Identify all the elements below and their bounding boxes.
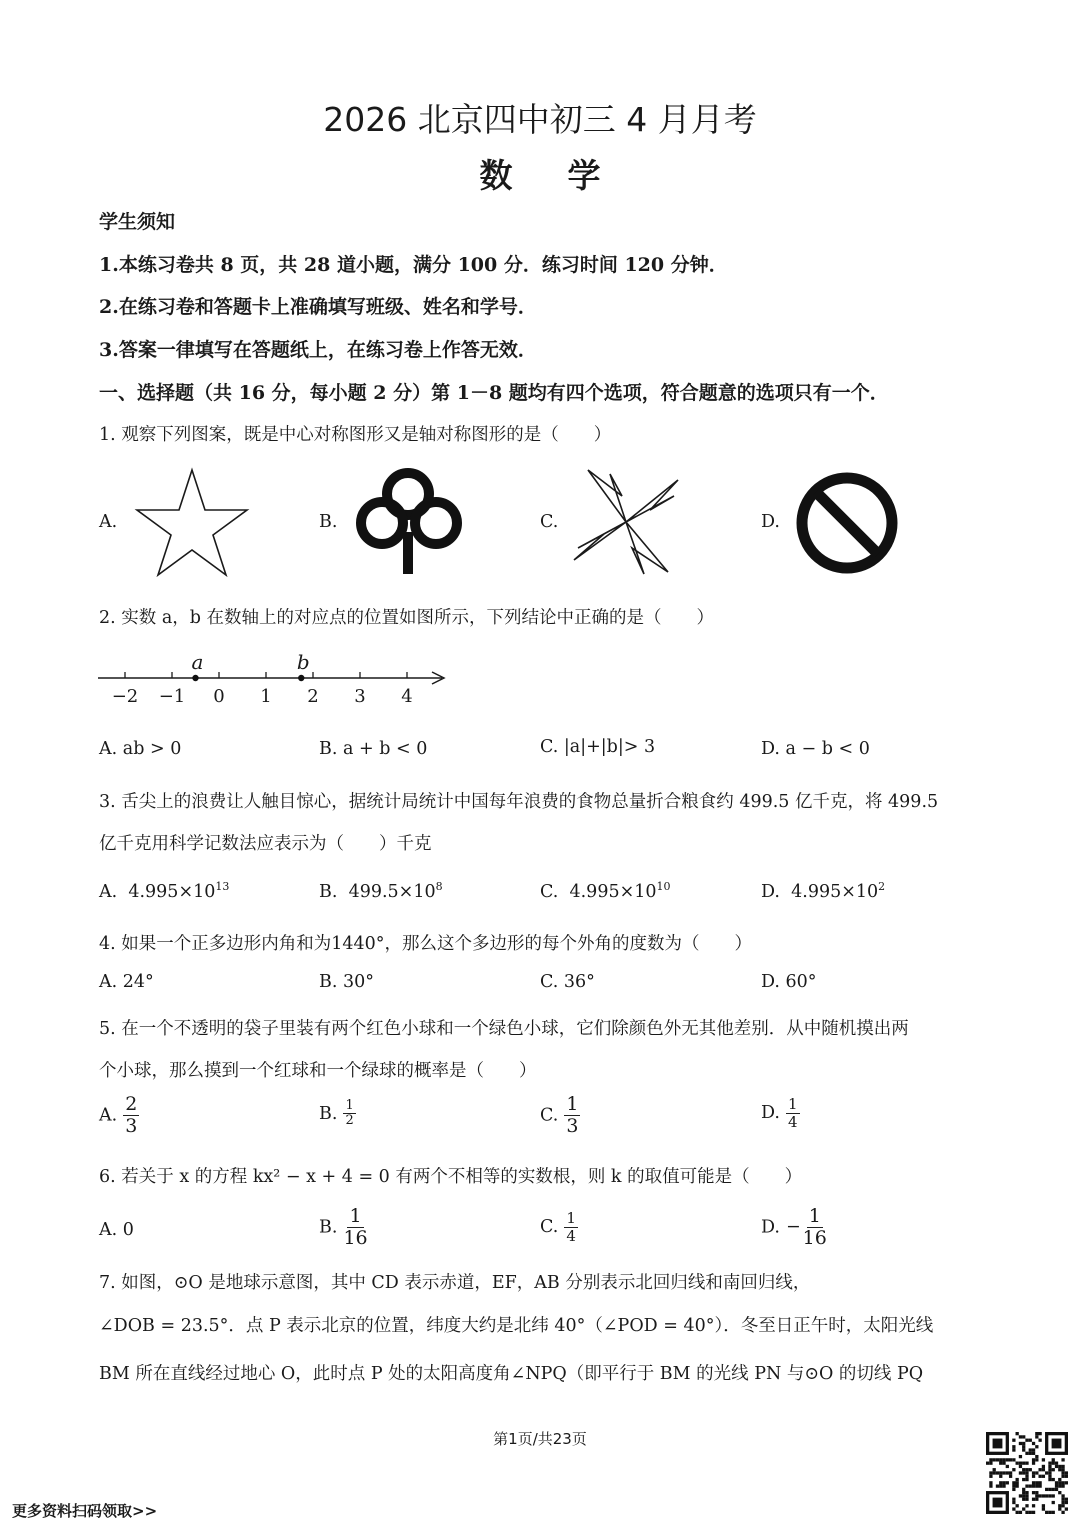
question-5-stem-line-2: 个小球，那么摸到一个红球和一个绿球的概率是（ ）	[99, 1061, 537, 1081]
section-heading: 一、选择题（共 16 分，每小题 2 分）第 1－8 题均有四个选项，符合题意的选项只有一个．	[99, 382, 889, 404]
q6-option-c: C. $\frac{1}{4}$	[540, 1209, 576, 1245]
q2-option-a: A. ab > 0	[99, 739, 182, 759]
axis-tick-label: 1	[260, 686, 272, 707]
notice-item-2: 2.在练习卷和答题卡上准确填写班级、姓名和学号．	[99, 296, 537, 318]
question-7-line-2: ∠DOB = 23.5°．点 P 表示北京的位置，纬度大约是北纬 40°（∠POD = 40°）．冬至日正午时，太阳光线	[99, 1316, 934, 1336]
question-4-stem: 4. 如果一个正多边形内角和为1440°，那么这个多边形的每个外角的度数为（ ）	[99, 934, 753, 954]
question-1-stem: 1. 观察下列图案，既是中心对称图形又是轴对称图形的是（ ）	[99, 425, 612, 445]
page-number: 第1页/共23页	[493, 1430, 587, 1448]
number-line	[92, 645, 462, 710]
q5-option-a: A. $\frac{2}{3}$	[99, 1093, 138, 1137]
q3-option-a: A. $4.995\times 10^{13}$	[99, 880, 230, 902]
star-figure	[130, 462, 255, 578]
q2-option-b: B. a + b < 0	[319, 739, 428, 759]
q2-option-c: C. |a|+|b|> 3	[540, 737, 656, 757]
axis-tick-label: −2	[111, 686, 139, 707]
pinwheel-icon	[574, 470, 678, 574]
subject-title: 数学	[479, 156, 656, 195]
axis-tick-label: −1	[158, 686, 186, 707]
notice-heading: 学生须知	[99, 211, 176, 233]
question-7-line-1: 7. 如图，⊙O 是地球示意图，其中 CD 表示赤道，EF，AB 分别表示北回归线和南回归线，	[99, 1273, 811, 1293]
q4-option-d: D. 60°	[761, 972, 817, 992]
no-sign-figure	[792, 468, 904, 578]
q1-option-a-label: A.	[99, 512, 118, 532]
q3-option-c: C. $4.995\times 10^{10}$	[540, 880, 671, 902]
question-3-stem-line-2: 亿千克用科学记数法应表示为（ ）千克	[99, 834, 432, 854]
q5-option-c: C. $\frac{1}{3}$	[540, 1093, 579, 1137]
q6-option-b: B. $\frac{1}{16}$	[319, 1205, 368, 1249]
q1-option-d-label: D.	[761, 512, 780, 532]
q5-option-d: D. $\frac{1}{4}$	[761, 1095, 798, 1131]
promo-text: 更多资料扫码领取>>	[12, 1502, 158, 1520]
clover-figure	[350, 466, 470, 578]
point-label-a: a	[191, 650, 204, 674]
axis-tick-label: 3	[354, 686, 366, 707]
star-icon	[137, 470, 247, 575]
point-label-b: b	[296, 650, 310, 674]
axis-tick-label: 2	[307, 686, 319, 707]
qr-code[interactable]	[986, 1432, 1068, 1514]
q4-option-b: B. 30°	[319, 972, 375, 992]
q6-option-d: D. − $\frac{1}{16}$	[761, 1205, 827, 1249]
notice-item-3: 3.答案一律填写在答题纸上，在练习卷上作答无效．	[99, 339, 537, 361]
q3-option-d: D. $4.995\times 10^2$	[761, 880, 886, 902]
axis-tick-label: 0	[213, 686, 225, 707]
axis-tick-label: 4	[401, 686, 413, 707]
point-b	[298, 675, 304, 681]
question-6-stem: 6. 若关于 x 的方程 kx² − x + 4 = 0 有两个不相等的实数根，则 k 的取值可能是（ ）	[99, 1167, 803, 1187]
q4-option-c: C. 36°	[540, 972, 595, 992]
q1-option-c-label: C.	[540, 512, 559, 532]
pinwheel-figure	[570, 468, 682, 578]
q2-option-d: D. a − b < 0	[761, 739, 870, 759]
question-2-stem: 2. 实数 a，b 在数轴上的对应点的位置如图所示，下列结论中正确的是（ ）	[99, 608, 715, 628]
point-a	[192, 675, 198, 681]
question-5-stem-line-1: 5. 在一个不透明的袋子里装有两个红色小球和一个绿色小球，它们除颜色外无其他差别．从中随机摸出两	[99, 1019, 909, 1039]
prohibited-icon	[802, 478, 892, 568]
notice-item-1: 1.本练习卷共 8 页，共 28 道小题，满分 100 分．练习时间 120 分钟．	[99, 254, 728, 276]
q4-option-a: A. 24°	[99, 972, 154, 992]
question-3-stem-line-1: 3. 舌尖上的浪费让人触目惊心，据统计局统计中国每年浪费的食物总量折合粮食约 499.5 亿千克，将 499.5	[99, 792, 939, 812]
q6-option-a: A. 0	[99, 1220, 134, 1240]
q3-option-b: B. $499.5\times 10^8$	[319, 880, 443, 902]
q1-option-b-label: B.	[319, 512, 338, 532]
q5-option-b: B. $\frac{1}{2}$	[319, 1098, 354, 1129]
question-7-line-3: BM 所在直线经过地心 O，此时点 P 处的太阳高度角∠NPQ（即平行于 BM 的光线 PN 与⊙O 的切线 PQ	[99, 1364, 924, 1384]
exam-title: 2026 北京四中初三 4 月月考	[323, 100, 757, 139]
